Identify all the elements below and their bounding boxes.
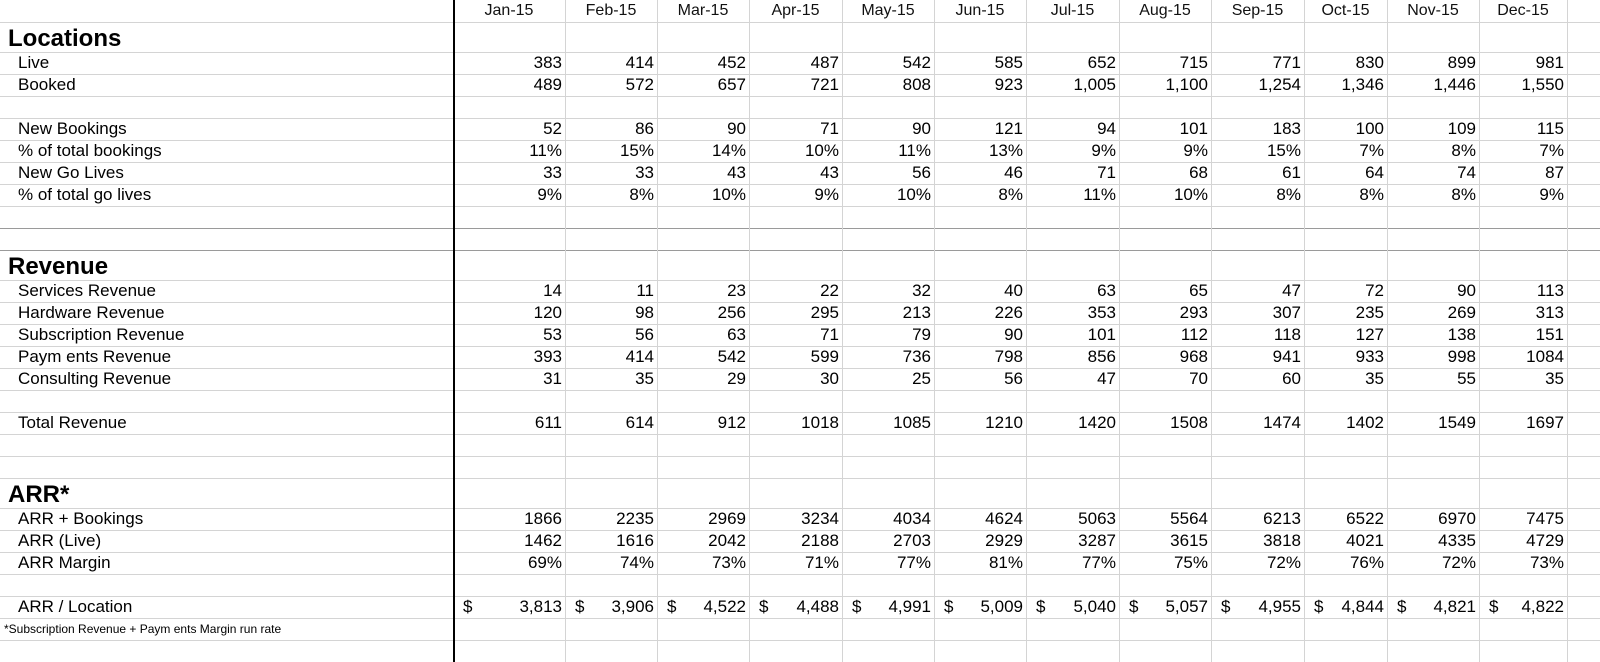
cell-value[interactable]: 74 [1457,163,1476,182]
cell-value[interactable]: 1085 [893,413,931,432]
cell-value[interactable]: 15% [1266,141,1301,160]
column-header-feb-15[interactable]: Feb-15 [585,2,637,19]
cell-value[interactable]: 2042 [708,531,746,550]
cell-value[interactable]: 29 [727,369,746,388]
cell-value[interactable]: 9% [1091,141,1116,160]
cell-value[interactable]: 4,991 [888,597,931,616]
cell-value[interactable]: 31 [543,369,562,388]
cell-value[interactable]: 998 [1447,347,1476,366]
cell-value[interactable]: 1402 [1346,413,1384,432]
row-label-total-revenue: Total Revenue [18,413,127,432]
cell-value[interactable]: 7475 [1526,509,1564,528]
cell-value[interactable]: 414 [625,53,654,72]
cell-value[interactable]: 256 [717,303,746,322]
cell-value[interactable]: 2188 [801,531,839,550]
grid-line [0,478,1600,479]
currency-symbol: $ [1036,597,1046,616]
cell-value[interactable]: 487 [810,53,839,72]
cell-value[interactable]: 981 [1535,53,1564,72]
cell-value[interactable]: 68 [1189,163,1208,182]
cell-value[interactable]: 8% [629,185,654,204]
cell-value[interactable]: 3615 [1170,531,1208,550]
cell-value[interactable]: 8% [1359,185,1384,204]
cell-value[interactable]: 307 [1272,303,1301,322]
cell-value[interactable]: 75% [1173,553,1208,572]
cell-value[interactable]: 1,100 [1165,75,1208,94]
cell-value[interactable]: 736 [902,347,931,366]
cell-value[interactable]: 353 [1087,303,1116,322]
cell-value[interactable]: 3,813 [519,597,562,616]
cell-value[interactable]: 121 [994,119,1023,138]
cell-value[interactable]: 70 [1189,369,1208,388]
cell-value[interactable]: 899 [1447,53,1476,72]
cell-value[interactable]: 295 [810,303,839,322]
cell-value[interactable]: 56 [1004,369,1023,388]
section-title: Revenue [8,253,109,280]
cell-value[interactable]: 33 [635,163,654,182]
cell-value[interactable]: 1018 [801,413,839,432]
cell-value[interactable]: 1210 [985,413,1023,432]
cell-value[interactable]: 61 [1282,163,1301,182]
cell-value[interactable]: 923 [994,75,1023,94]
cell-value[interactable]: 25 [912,369,931,388]
cell-value[interactable]: 1420 [1078,413,1116,432]
row-label-booked: Booked [18,75,76,94]
cell-value[interactable]: 35 [635,369,654,388]
column-header-aug-15[interactable]: Aug-15 [1139,2,1191,19]
cell-value[interactable]: 9% [1539,185,1564,204]
cell-value[interactable]: 9% [814,185,839,204]
cell-value[interactable]: 1,346 [1341,75,1384,94]
cell-value[interactable]: 73% [1529,553,1564,572]
cell-value[interactable]: 9% [1183,141,1208,160]
cell-value[interactable]: 32 [912,281,931,300]
cell-value[interactable]: 11 [636,281,654,300]
grid-line [1304,0,1305,662]
cell-value[interactable]: 40 [1004,281,1023,300]
cell-value[interactable]: 56 [912,163,931,182]
cell-value[interactable]: 115 [1536,119,1564,138]
cell-value[interactable]: 542 [902,53,931,72]
cell-value[interactable]: 14% [711,141,746,160]
cell-value[interactable]: 15% [619,141,654,160]
cell-value[interactable]: 856 [1087,347,1116,366]
row-label-subscription-revenue: Subscription Revenue [18,325,185,344]
row-label-hardware-revenue: Hardware Revenue [18,303,165,322]
cell-value[interactable]: 715 [1179,53,1208,72]
cell-value[interactable]: 56 [635,325,654,344]
cell-value[interactable]: 5,040 [1073,597,1116,616]
section-title: ARR* [8,481,70,508]
grid-line [0,228,1600,229]
cell-value[interactable]: 35 [1365,369,1384,388]
cell-value[interactable]: 1508 [1170,413,1208,432]
cell-value[interactable]: 269 [1447,303,1476,322]
column-header-jun-15[interactable]: Jun-15 [955,2,1005,19]
cell-value[interactable]: 81% [988,553,1023,572]
cell-value[interactable]: 1084 [1526,347,1564,366]
cell-value[interactable]: 933 [1355,347,1384,366]
cell-value[interactable]: 183 [1272,119,1301,138]
cell-value[interactable]: 23 [727,281,746,300]
cell-value[interactable]: 43 [820,163,839,182]
row-label-arr-live: ARR (Live) [18,531,102,550]
cell-value[interactable]: 72% [1266,553,1301,572]
cell-value[interactable]: 11% [1083,185,1116,204]
cell-value[interactable]: 4729 [1526,531,1564,550]
cell-value[interactable]: 452 [717,53,746,72]
cell-value[interactable]: 77% [1081,553,1116,572]
cell-value[interactable]: 60 [1282,369,1301,388]
cell-value[interactable]: 4,822 [1521,597,1564,616]
cell-value[interactable]: 4,522 [703,597,746,616]
currency-symbol: $ [1221,597,1231,616]
row-label-arr-margin: ARR Margin [18,553,111,572]
cell-value[interactable]: 127 [1355,325,1384,344]
cell-value[interactable]: 72% [1441,553,1476,572]
grid-line [0,390,1600,391]
currency-symbol: $ [575,597,585,616]
cell-value[interactable]: 5063 [1078,509,1116,528]
column-header-jan-15[interactable]: Jan-15 [484,2,534,19]
cell-value[interactable]: 65 [1189,281,1208,300]
cell-value[interactable]: 55 [1457,369,1476,388]
cell-value[interactable]: 830 [1355,53,1384,72]
grid-line [1119,0,1120,662]
cell-value[interactable]: 1,550 [1521,75,1564,94]
cell-value[interactable]: 1866 [524,509,562,528]
grid-line [0,456,1600,457]
footnote: *Subscription Revenue + Paym ents Margin run rate [4,622,282,636]
cell-value[interactable]: 13% [988,141,1023,160]
cell-value[interactable]: 118 [1273,325,1301,344]
cell-value[interactable]: 968 [1179,347,1208,366]
cell-value[interactable]: 1,446 [1433,75,1476,94]
cell-value[interactable]: 7% [1539,141,1564,160]
column-header-apr-15[interactable]: Apr-15 [771,2,820,19]
column-header-sep-15[interactable]: Sep-15 [1231,2,1284,19]
row-label-of-total-go-lives: % of total go lives [18,185,152,204]
grid-line [1567,0,1568,662]
cell-value[interactable]: 8% [1276,185,1301,204]
cell-value[interactable]: 10% [804,141,839,160]
cell-value[interactable]: 4,821 [1433,597,1476,616]
grid-line [1479,0,1480,662]
cell-value[interactable]: 101 [1179,119,1208,138]
cell-value[interactable]: 120 [533,303,562,322]
cell-value[interactable]: 10% [711,185,746,204]
cell-value[interactable]: 5564 [1170,509,1208,528]
currency-symbol: $ [852,597,862,616]
currency-symbol: $ [1489,597,1499,616]
cell-value[interactable]: 721 [810,75,839,94]
cell-value[interactable]: 808 [902,75,931,94]
currency-symbol: $ [759,597,769,616]
cell-value[interactable]: 393 [533,347,562,366]
cell-value[interactable]: 7% [1359,141,1384,160]
cell-value[interactable]: 293 [1179,303,1208,322]
cell-value[interactable]: 35 [1545,369,1564,388]
label-column-border [453,0,455,662]
grid-line [0,250,1600,251]
cell-value[interactable]: 2703 [893,531,931,550]
currency-symbol: $ [1397,597,1407,616]
cell-value[interactable]: 5,009 [980,597,1023,616]
cell-value[interactable]: 53 [543,325,562,344]
grid-line [0,206,1600,207]
grid-line [1026,0,1027,662]
cell-value[interactable]: 2969 [708,509,746,528]
cell-value[interactable]: 4021 [1346,531,1384,550]
row-label-arr-bookings: ARR + Bookings [18,509,144,528]
cell-value[interactable]: 109 [1447,119,1476,138]
row-label-paym-ents-revenue: Paym ents Revenue [18,347,172,366]
cell-value[interactable]: 94 [1097,119,1116,138]
cell-value[interactable]: 151 [1535,325,1564,344]
cell-value[interactable]: 76% [1349,553,1384,572]
row-label-consulting-revenue: Consulting Revenue [18,369,172,388]
cell-value[interactable]: 113 [1536,281,1564,300]
cell-value[interactable]: 912 [717,413,746,432]
cell-value[interactable]: 1,254 [1258,75,1301,94]
cell-value[interactable]: 657 [717,75,746,94]
cell-value[interactable]: 11% [529,141,562,160]
cell-value[interactable]: 14 [543,281,562,300]
row-label-new-bookings: New Bookings [18,119,127,138]
grid-line [0,640,1600,641]
grid-line [0,96,1600,97]
cell-value[interactable]: 8% [1451,185,1476,204]
cell-value[interactable]: 6522 [1346,509,1384,528]
cell-value[interactable]: 614 [625,413,654,432]
cell-value[interactable]: 100 [1355,119,1384,138]
row-label-of-total-bookings: % of total bookings [18,141,162,160]
row-label-new-go-lives: New Go Lives [18,163,124,182]
cell-value[interactable]: 489 [533,75,562,94]
cell-value[interactable]: 33 [543,163,562,182]
currency-symbol: $ [1314,597,1324,616]
grid-line [1387,0,1388,662]
cell-value[interactable]: 30 [820,369,839,388]
cell-value[interactable]: 8% [1451,141,1476,160]
column-header-oct-15[interactable]: Oct-15 [1321,2,1370,19]
cell-value[interactable]: 47 [1097,369,1116,388]
cell-value[interactable]: 47 [1282,281,1301,300]
cell-value[interactable]: 1697 [1526,413,1564,432]
cell-value[interactable]: 46 [1004,163,1023,182]
section-title: Locations [8,25,122,52]
cell-value[interactable]: 79 [912,325,931,344]
cell-value[interactable]: 98 [635,303,654,322]
grid-line [0,574,1600,575]
cell-value[interactable]: 652 [1087,53,1116,72]
cell-value[interactable]: 101 [1087,325,1116,344]
cell-value[interactable]: 22 [820,281,839,300]
cell-value[interactable]: 1462 [524,531,562,550]
cell-value[interactable]: 43 [727,163,746,182]
cell-value[interactable]: 87 [1545,163,1564,182]
grid-line [0,434,1600,435]
cell-value[interactable]: 1,005 [1073,75,1116,94]
cell-value[interactable]: 90 [912,119,931,138]
row-label-live: Live [18,53,50,72]
cell-value[interactable]: 4624 [985,509,1023,528]
cell-value[interactable]: 572 [625,75,654,94]
cell-value[interactable]: 1549 [1438,413,1476,432]
cell-value[interactable]: 235 [1355,303,1384,322]
column-header-jul-15[interactable]: Jul-15 [1050,2,1095,19]
cell-value[interactable]: 1616 [616,531,654,550]
grid-line [934,0,935,662]
cell-value[interactable]: 90 [727,119,746,138]
column-header-may-15[interactable]: May-15 [861,2,915,19]
cell-value[interactable]: 3234 [801,509,839,528]
currency-symbol: $ [1129,597,1139,616]
cell-value[interactable]: 3287 [1078,531,1116,550]
cell-value[interactable]: 11% [898,141,931,160]
cell-value[interactable]: 542 [717,347,746,366]
cell-value[interactable]: 599 [810,347,839,366]
grid-line [565,0,566,662]
cell-value[interactable]: 71 [1097,163,1116,182]
cell-value[interactable]: 77% [896,553,931,572]
cell-value[interactable]: 4335 [1438,531,1476,550]
column-header-mar-15[interactable]: Mar-15 [677,2,729,19]
cell-value[interactable]: 2235 [616,509,654,528]
cell-value[interactable]: 414 [625,347,654,366]
cell-value[interactable]: 90 [1004,325,1023,344]
cell-value[interactable]: 213 [902,303,931,322]
cell-value[interactable]: 798 [994,347,1023,366]
cell-value[interactable]: 71% [804,553,839,572]
row-label-services-revenue: Services Revenue [18,281,156,300]
cell-value[interactable]: 86 [635,119,654,138]
column-header-nov-15[interactable]: Nov-15 [1407,2,1459,19]
cell-value[interactable]: 72 [1365,281,1384,300]
currency-symbol: $ [944,597,954,616]
cell-value[interactable]: 5,057 [1165,597,1208,616]
currency-symbol: $ [463,597,473,616]
cell-value[interactable]: 585 [994,53,1023,72]
currency-symbol: $ [667,597,677,616]
grid-line [657,0,658,662]
cell-value[interactable]: 9% [537,185,562,204]
cell-value[interactable]: 3818 [1263,531,1301,550]
cell-value[interactable]: 1474 [1263,413,1301,432]
cell-value[interactable]: 4,488 [796,597,839,616]
grid-line [0,22,1600,23]
cell-value[interactable]: 4034 [893,509,931,528]
cell-value[interactable]: 69% [527,553,562,572]
grid-line [1211,0,1212,662]
cell-value[interactable]: 71 [820,119,839,138]
cell-value[interactable]: 4,955 [1258,597,1301,616]
cell-value[interactable]: 6213 [1263,509,1301,528]
cell-value[interactable]: 941 [1272,347,1301,366]
cell-value[interactable]: 138 [1447,325,1476,344]
cell-value[interactable]: 10% [896,185,931,204]
cell-value[interactable]: 71 [820,325,839,344]
cell-value[interactable]: 112 [1180,325,1208,344]
grid-line [749,0,750,662]
cell-value[interactable]: 226 [994,303,1023,322]
cell-value[interactable]: 4,844 [1341,597,1384,616]
cell-value[interactable]: 611 [534,413,562,432]
cell-value[interactable]: 90 [1457,281,1476,300]
cell-value[interactable]: 771 [1272,53,1301,72]
cell-value[interactable]: 74% [619,553,654,572]
cell-value[interactable]: 63 [1097,281,1116,300]
column-header-dec-15[interactable]: Dec-15 [1497,2,1549,19]
cell-value[interactable]: 73% [711,553,746,572]
cell-value[interactable]: 8% [998,185,1023,204]
grid-line [842,0,843,662]
cell-value[interactable]: 52 [543,119,562,138]
cell-value[interactable]: 3,906 [611,597,654,616]
cell-value[interactable]: 63 [727,325,746,344]
cell-value[interactable]: 2929 [985,531,1023,550]
cell-value[interactable]: 313 [1535,303,1564,322]
cell-value[interactable]: 383 [533,53,562,72]
cell-value[interactable]: 6970 [1438,509,1476,528]
cell-value[interactable]: 10% [1173,185,1208,204]
row-label-arr-location: ARR / Location [18,597,133,616]
cell-value[interactable]: 64 [1365,163,1384,182]
